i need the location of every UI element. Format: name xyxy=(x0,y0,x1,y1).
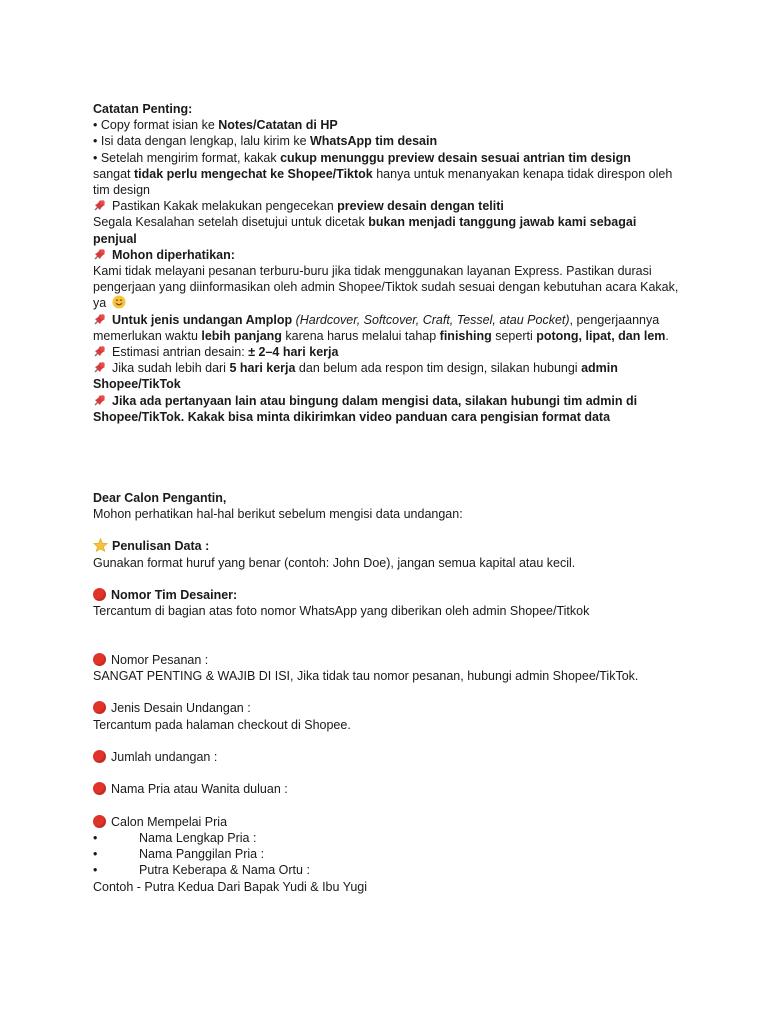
list-item: • Nama Lengkap Pria : xyxy=(93,831,257,845)
pushpin-icon xyxy=(93,393,107,407)
nomor-tim-text: Tercantum di bagian atas foto nomor WhatsApp yang diberikan oleh admin Shopee/Titkok xyxy=(93,604,590,619)
star-icon xyxy=(93,538,108,552)
spacer xyxy=(93,798,683,814)
jenis-title: Jenis Desain Undangan : xyxy=(93,700,683,716)
note-line-6-title: Mohon diperhatikan: xyxy=(93,247,683,263)
note-line-5: Segala Kesalahan setelah disetujui untuk dicetak bukan menjadi tanggung jawab kami sebagai penjual xyxy=(93,215,637,246)
spacer xyxy=(93,571,683,587)
note-line-2: • Isi data dengan lengkap, lalu kirim ke WhatsApp tim desain xyxy=(93,134,438,149)
contoh-text: Contoh - Putra Kedua Dari Bapak Yudi & Ibu Yugi xyxy=(93,879,368,894)
nomor-pesanan-text: SANGAT PENTING & WAJIB DI ISI, Jika tidak tau nomor pesanan, hubungi admin Shopee/TikTok. xyxy=(93,669,639,684)
spacer xyxy=(93,765,683,781)
spacer xyxy=(93,425,683,474)
jenis-text: Tercantum pada halaman checkout di Shopee. xyxy=(93,717,351,732)
spacer xyxy=(93,619,683,651)
note-line-6-text: Kami tidak melayani pesanan terburu-buru jika tidak menggunakan layanan Express. Pastikan durasi pengerjaan yang diinformasikan oleh admin Shopee/Tiktok sudah sesuai dengan kebutuhan acara Kakak, ya xyxy=(93,264,679,311)
note-line-8: Estimasi antrian desain: ± 2–4 hari kerja xyxy=(93,344,683,360)
pushpin-icon xyxy=(93,247,107,261)
nomor-pesanan-title: Nomor Pesanan : xyxy=(93,652,683,668)
nama-duluan-title: Nama Pria atau Wanita duluan : xyxy=(93,781,683,797)
note-line-3: • Setelah mengirim format, kakak cukup menunggu preview desain sesuai antrian tim design sangat tidak perlu mengechat ke Shopee/Tiktok hanya untuk menanyakan kenapa tidak direspon oleh tim design xyxy=(93,150,673,198)
pushpin-icon xyxy=(93,198,107,212)
bullet: • xyxy=(93,847,98,862)
spacer xyxy=(93,474,683,490)
note-line-1: • Copy format isian ke Notes/Catatan di HP xyxy=(93,118,338,133)
penulisan-title: Penulisan Data : xyxy=(93,538,683,554)
pushpin-icon xyxy=(93,360,107,374)
note-line-7: Untuk jenis undangan Amplop (Hardcover, Softcover, Craft, Tessel, atau Pocket), pengerjaannya memerlukan waktu lebih panjang karena harus melalui tahap finishing seperti potong, lipat, dan lem. xyxy=(93,312,669,343)
bullet: • xyxy=(93,863,98,878)
note-line-9: Jika sudah lebih dari 5 hari kerja dan belum ada respon tim design, silakan hubungi admin Shopee/TikTok xyxy=(93,361,618,392)
greeting: Dear Calon Pengantin, xyxy=(93,490,227,505)
penulisan-text: Gunakan format huruf yang benar (contoh: John Doe), jangan semua kapital atau kecil. xyxy=(93,555,576,570)
note-line-4: Pastikan Kakak melakukan pengecekan preview desain dengan teliti xyxy=(93,198,683,214)
bullet: • xyxy=(93,831,98,845)
pria-title: Calon Mempelai Pria xyxy=(93,814,683,830)
spacer xyxy=(93,733,683,749)
spacer xyxy=(93,522,683,538)
nomor-tim-title: Nomor Tim Desainer: xyxy=(93,587,683,603)
red-circle-icon xyxy=(93,653,106,666)
intro-text: Mohon perhatikan hal-hal berikut sebelum mengisi data undangan: xyxy=(93,507,463,522)
note-line-10: Jika ada pertanyaan lain atau bingung dalam mengisi data, silakan hubungi tim admin di Shopee/TikTok. Kakak bisa minta dikirimkan video panduan cara pengisian format data xyxy=(93,393,638,424)
pushpin-icon xyxy=(93,344,107,358)
list-item: • Nama Panggilan Pria : xyxy=(93,847,265,862)
notes-heading: Catatan Penting: xyxy=(93,102,193,116)
red-circle-icon xyxy=(93,701,106,714)
red-circle-icon xyxy=(93,750,106,763)
document-page xyxy=(93,101,683,895)
red-circle-icon xyxy=(93,815,106,828)
red-circle-icon xyxy=(93,588,106,601)
smiling-face-icon xyxy=(112,295,126,309)
spacer xyxy=(93,684,683,700)
jumlah-title: Jumlah undangan : xyxy=(93,749,683,765)
pushpin-icon xyxy=(93,312,107,326)
list-item: • Putra Keberapa & Nama Ortu : xyxy=(93,863,310,878)
red-circle-icon xyxy=(93,782,106,795)
